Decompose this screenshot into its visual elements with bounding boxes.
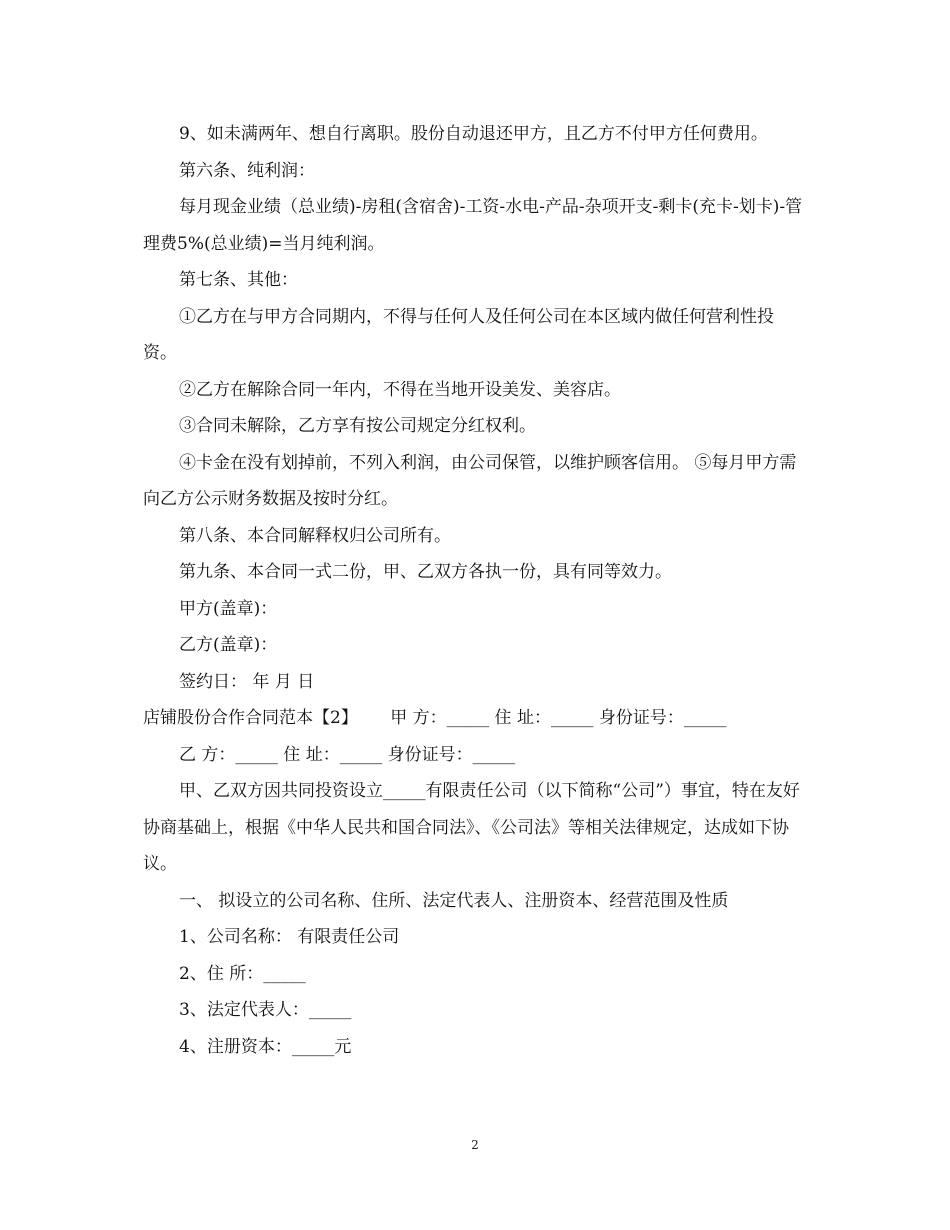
party-a-seal-line: 甲方(盖章)： bbox=[179, 598, 278, 619]
paragraph-article-9: 第九条、本合同一式二份，甲、乙双方各执一份，具有同等效力。 bbox=[179, 562, 672, 582]
paragraph-article-6-heading: 第六条、纯利润： bbox=[179, 160, 315, 181]
party-b-info-line: 乙 方：_____ 住 址：_____ 身份证号：_____ bbox=[179, 744, 516, 765]
paragraph-other-item-2: ②乙方在解除合同一年内，不得在当地开设美发、美容店。 bbox=[179, 379, 621, 400]
paragraph-net-profit-formula: 每月现金业绩（总业绩)-房租(含宿舍)-工资-水电-产品-杂项开支-剩卡(充卡-划卡)-管理费5%(总业绩)=当月纯利润。 bbox=[143, 197, 803, 254]
paragraph-article-8: 第八条、本合同解释权归公司所有。 bbox=[179, 525, 451, 546]
company-address-line: 2、住 所：_____ bbox=[179, 963, 306, 984]
legal-representative-line: 3、法定代表人：_____ bbox=[179, 1000, 352, 1020]
signing-date-line: 签约日： 年 月 日 bbox=[179, 671, 315, 692]
section-1-heading: 一、 拟设立的公司名称、住所、法定代表人、注册资本、经营范围及性质 bbox=[179, 890, 729, 911]
company-name-line: 1、公司名称： 有限责任公司 bbox=[179, 927, 400, 947]
paragraph-clause-9: 9、如未满两年、想自行离职。股份自动退还甲方，且乙方不付甲方任何费用。 bbox=[179, 124, 768, 144]
paragraph-article-7-heading: 第七条、其他： bbox=[179, 270, 298, 290]
page-number: 2 bbox=[471, 1138, 479, 1152]
paragraph-other-item-3: ③合同未解除，乙方享有按公司规定分红权利。 bbox=[179, 416, 536, 436]
paragraph-other-item-4-5: ④卡金在没有划掉前，不列入利润，由公司保管，以维护顾客信用。 ⑤每月甲方需向乙方公示财务数据及按时分红。 bbox=[143, 452, 797, 509]
paragraph-other-item-1: ①乙方在与甲方合同期内，不得与任何人及任何公司在本区域内做任何营利性投资。 bbox=[143, 306, 774, 363]
paragraph-preamble: 甲、乙双方因共同投资设立_____有限责任公司（以下简称“公司”）事宜，特在友好协商基础上，根据《中华人民共和国合同法》、《公司法》等相关法律规定，达成如下协议。 bbox=[143, 781, 800, 874]
party-b-seal-line: 乙方(盖章)： bbox=[179, 635, 278, 655]
document-body bbox=[143, 116, 803, 1065]
template-2-title-line: 店铺股份合作合同范本【2】 甲 方：_____ 住 址：_____ 身份证号：_____ bbox=[143, 708, 727, 728]
registered-capital-line: 4、注册资本：_____元 bbox=[179, 1036, 352, 1057]
